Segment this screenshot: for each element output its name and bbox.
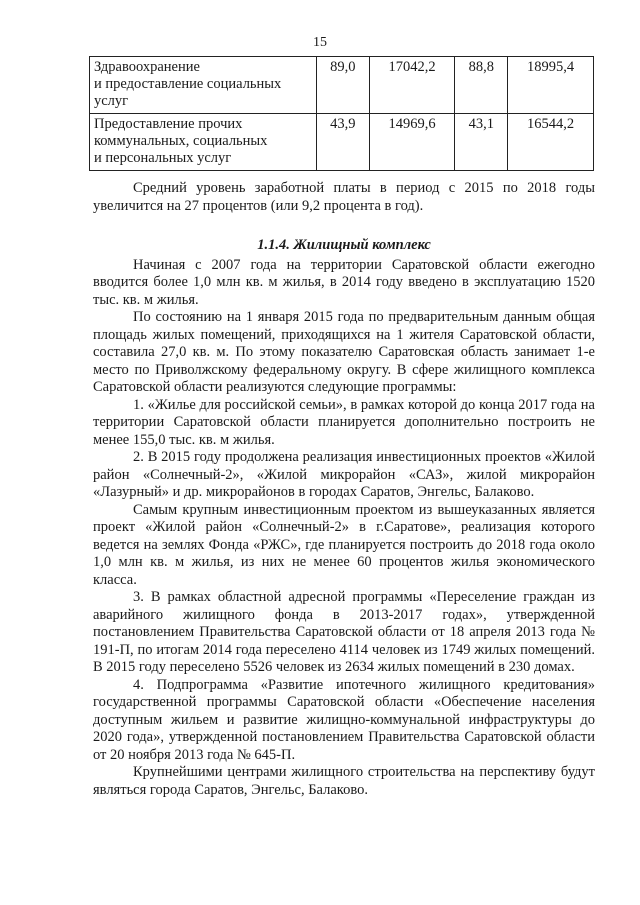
- sector-wage-table: [89, 56, 594, 171]
- table-row: [90, 114, 594, 171]
- paragraph: Самым крупным инвестиционным проектом из вышеуказанных является проект «Жилой район «Солнечный-2» в г.Саратове», реализация которого ведется на землях Фонда «РЖС», где планируется построить до 2018 года около 1,0 млн кв. м жилья, из них не менее 60 процентов жилья экономического класса.: [93, 501, 595, 588]
- table-cell-value: 18995,4: [508, 57, 594, 114]
- paragraph: 4. Подпрограмма «Развитие ипотечного жилищного кредитования» государственной программы Саратовской области «Обеспечение населения доступным жильем и развитие жилищно-коммунальной инфраструктуры до 2020 года», утвержденной постановлением Правительства Саратовской области от 20 ноября 2013 года № 645-П.: [93, 676, 595, 763]
- paragraph: Начиная с 2007 года на территории Саратовской области ежегодно вводится более 1,0 млн кв. м жилья, в 2014 году введено в эксплуатацию 1520 тыс. кв. м жилья.: [93, 256, 595, 308]
- table-cell-value: 43,1: [455, 114, 508, 171]
- document-body: [93, 180, 595, 799]
- paragraph: 1. «Жилье для российской семьи», в рамках которой до конца 2017 года на территории Саратовской области планируется дополнительно построить не менее 155,0 тыс. кв. м жилья.: [93, 396, 595, 448]
- table-cell-value: 88,8: [455, 57, 508, 114]
- table-cell-sector: [90, 57, 317, 114]
- paragraph: 2. В 2015 году продолжена реализация инвестиционных проектов «Жилой район «Солнечный-2», «Жилой микрорайон «САЗ», жилой микрорайон «Лазурный» и др. микрорайонов в городах Саратов, Энгельс, Балаково.: [93, 449, 595, 500]
- paragraph: 3. В рамках областной адресной программы «Переселение граждан из аварийного жилищного фонда в 2013-2017 годах», утвержденной постановлением Правительства Саратовской области от 18 апреля 2013 года № 191-П, по итогам 2014 года переселено 4114 человек из 1749 жилых помещений. В 2015 году переселено 5526 человек из 2634 жилых помещений в 230 домах.: [93, 589, 595, 675]
- table-cell-value: 17042,2: [369, 57, 455, 114]
- table-cell-value: 14969,6: [369, 114, 455, 171]
- sector-label: Предоставление прочих коммунальных, социальных и персональных услуг: [94, 116, 268, 166]
- table-cell-sector: [90, 114, 317, 171]
- table-cell-value: 89,0: [317, 57, 370, 114]
- table-cell-value: 43,9: [317, 114, 370, 171]
- table-row: [90, 57, 594, 114]
- table-cell-value: 16544,2: [508, 114, 594, 171]
- paragraph: Крупнейшими центрами жилищного строительства на перспективу будут являться города Саратов, Энгельс, Балаково.: [93, 764, 595, 798]
- sector-label: Здравоохранение и предоставление социальных услуг: [94, 59, 282, 109]
- wage-paragraph: Средний уровень заработной платы в период с 2015 по 2018 годы увеличится на 27 процентов (или 9,2 процента в год).: [93, 180, 595, 214]
- paragraph: По состоянию на 1 января 2015 года по предварительным данным общая площадь жилых помещений, приходящихся на 1 жителя Саратовской области, составила 27,0 кв. м. По этому показателю Саратовская область занимает 1-е место по Приволжскому федеральному округу. В сфере жилищного комплекса Саратовской области реализуются следующие программы:: [93, 309, 595, 395]
- section-heading: 1.1.4. Жилищный комплекс: [257, 237, 431, 253]
- page-number: 15: [313, 35, 327, 50]
